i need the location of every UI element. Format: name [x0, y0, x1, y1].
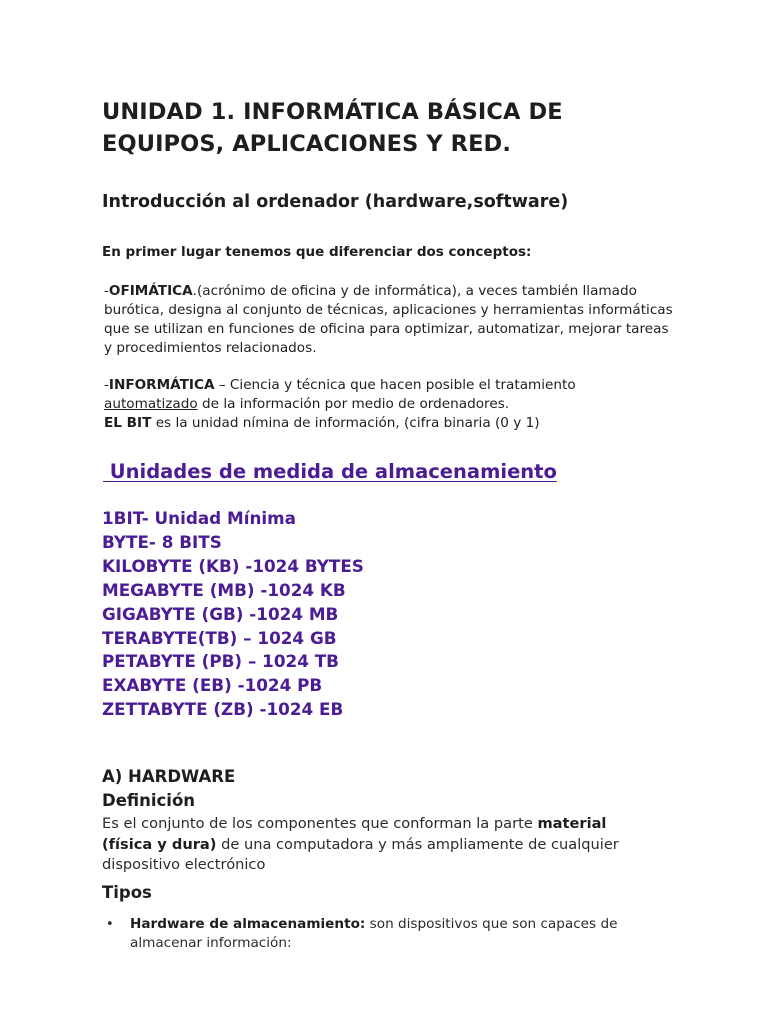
type-text-1: son dispositivos que son capaces de: [365, 916, 618, 932]
ofimatica-line-1: .(acrónimo de oficina y de informática), a veces también llamado: [192, 283, 637, 299]
unit-item: 1BIT- Unidad Mínima: [102, 508, 296, 528]
unit-item: KILOBYTE (KB) -1024 BYTES: [102, 555, 364, 576]
hardware-definition: [102, 814, 662, 876]
definition-part-1: Es el conjunto de los componentes que conforman la parte: [102, 815, 538, 832]
bit-definition: es la unidad nímina de información, (cifra binaria (0 y 1): [151, 415, 540, 431]
bullet-icon: •: [106, 917, 114, 932]
type-term: Hardware de almacenamiento:: [130, 916, 366, 932]
ofimatica-term: OFIMÁTICA: [108, 283, 193, 299]
types-heading: Tipos: [102, 883, 152, 902]
unit-item: MEGABYTE (MB) -1024 KB: [102, 579, 346, 600]
informatica-dash: -: [104, 377, 109, 393]
ofimatica-line-3: que se utilizan en funciones de oficina para optimizar, automatizar, mejorar tareas: [104, 321, 669, 337]
document-title: [102, 96, 563, 160]
informatica-line-1: – Ciencia y técnica que hacen posible el tratamiento: [214, 377, 576, 393]
unit-item: ZETTABYTE (ZB) -1024 EB: [102, 699, 344, 720]
type-text-2: almacenar información:: [130, 935, 292, 951]
storage-units-list: [102, 507, 364, 722]
intro-text: En primer lugar tenemos que diferenciar dos conceptos:: [102, 244, 532, 260]
unit-item: GIGABYTE (GB) -1024 MB: [102, 603, 339, 624]
ofimatica-paragraph: [104, 282, 704, 358]
definition-bold-1: material: [537, 815, 607, 832]
automatizado-link[interactable]: automatizado: [104, 396, 198, 412]
definition-part-3: dispositivo electrónico: [102, 856, 266, 873]
title-line-2: EQUIPOS, APLICACIONES Y RED.: [102, 131, 511, 157]
bit-term: EL BIT: [104, 415, 152, 431]
informatica-term: INFORMÁTICA: [108, 377, 215, 393]
unit-item: EXABYTE (EB) -1024 PB: [102, 675, 323, 696]
title-line-1: UNIDAD 1. INFORMÁTICA BÁSICA DE: [102, 99, 563, 125]
ofimatica-line-4: y procedimientos relacionados.: [104, 340, 317, 356]
definition-part-2: de una computadora y más ampliamente de cualquier: [216, 835, 619, 853]
unit-item: PETABYTE (PB) – 1024 TB: [102, 651, 339, 672]
unit-item: TERABYTE(TB) – 1024 GB: [102, 627, 337, 648]
definition-heading: Definición: [102, 791, 196, 810]
definition-bold-2: (física y dura): [102, 835, 217, 853]
hardware-types-list: [102, 915, 662, 953]
list-item: [102, 915, 662, 953]
hardware-heading: A) HARDWARE: [102, 767, 236, 786]
ofimatica-line-2: burótica, designa al conjunto de técnicas, aplicaciones y herramientas informáticas: [104, 302, 673, 318]
unit-item: BYTE- 8 BITS: [102, 531, 222, 552]
informatica-paragraph: [104, 376, 704, 433]
informatica-line-2: de la información por medio de ordenadores.: [197, 396, 510, 412]
section-subtitle: Introducción al ordenador (hardware,software): [102, 192, 569, 212]
storage-units-heading: Unidades de medida de almacenamiento: [103, 460, 557, 483]
ofimatica-dash: -: [104, 283, 109, 299]
